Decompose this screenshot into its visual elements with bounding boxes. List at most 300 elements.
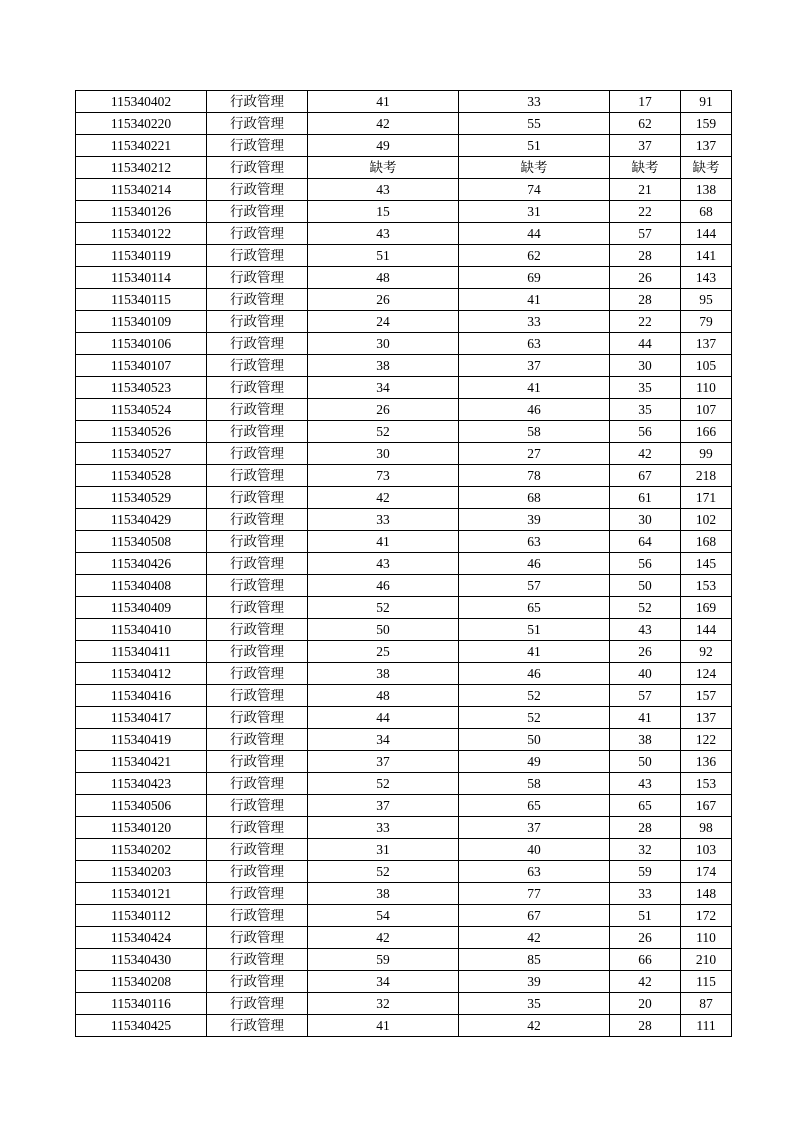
table-cell-total: 171 xyxy=(681,487,732,509)
table-cell-major: 行政管理 xyxy=(207,773,308,795)
table-cell-major: 行政管理 xyxy=(207,201,308,223)
table-cell-id: 115340429 xyxy=(76,509,207,531)
table-cell-total: 105 xyxy=(681,355,732,377)
table-cell-id: 115340508 xyxy=(76,531,207,553)
table-cell-s2: 39 xyxy=(459,509,610,531)
table-cell-s2: 62 xyxy=(459,245,610,267)
table-cell-major: 行政管理 xyxy=(207,509,308,531)
table-cell-s1: 41 xyxy=(308,531,459,553)
table-row xyxy=(76,553,732,575)
table-cell-total: 144 xyxy=(681,619,732,641)
table-row xyxy=(76,861,732,883)
table-cell-major: 行政管理 xyxy=(207,927,308,949)
table-cell-s3: 37 xyxy=(610,135,681,157)
table-cell-s2: 46 xyxy=(459,553,610,575)
table-cell-major: 行政管理 xyxy=(207,91,308,113)
table-cell-major: 行政管理 xyxy=(207,289,308,311)
table-cell-total: 68 xyxy=(681,201,732,223)
table-row xyxy=(76,905,732,927)
table-cell-total: 110 xyxy=(681,377,732,399)
table-cell-s2: 78 xyxy=(459,465,610,487)
table-cell-total: 102 xyxy=(681,509,732,531)
table-cell-s2: 37 xyxy=(459,817,610,839)
table-cell-total: 167 xyxy=(681,795,732,817)
table-cell-s3: 33 xyxy=(610,883,681,905)
table-cell-id: 115340120 xyxy=(76,817,207,839)
table-cell-total: 124 xyxy=(681,663,732,685)
table-cell-id: 115340424 xyxy=(76,927,207,949)
table-cell-s2: 51 xyxy=(459,619,610,641)
table-cell-s2: 50 xyxy=(459,729,610,751)
table-cell-major: 行政管理 xyxy=(207,883,308,905)
table-cell-s2: 68 xyxy=(459,487,610,509)
table-cell-major: 行政管理 xyxy=(207,113,308,135)
table-cell-s2: 74 xyxy=(459,179,610,201)
table-cell-s2: 67 xyxy=(459,905,610,927)
table-cell-s1: 38 xyxy=(308,355,459,377)
table-cell-s2: 41 xyxy=(459,377,610,399)
table-cell-total: 157 xyxy=(681,685,732,707)
table-cell-s1: 24 xyxy=(308,311,459,333)
table-row xyxy=(76,839,732,861)
table-row xyxy=(76,421,732,443)
table-cell-s3: 43 xyxy=(610,619,681,641)
table-cell-id: 115340416 xyxy=(76,685,207,707)
table-cell-s1: 25 xyxy=(308,641,459,663)
table-cell-s1: 51 xyxy=(308,245,459,267)
table-row xyxy=(76,773,732,795)
table-cell-total: 91 xyxy=(681,91,732,113)
table-cell-major: 行政管理 xyxy=(207,861,308,883)
table-cell-total: 87 xyxy=(681,993,732,1015)
table-cell-s3: 38 xyxy=(610,729,681,751)
table-cell-major: 行政管理 xyxy=(207,905,308,927)
table-cell-major: 行政管理 xyxy=(207,751,308,773)
table-cell-total: 107 xyxy=(681,399,732,421)
table-cell-s2: 63 xyxy=(459,861,610,883)
table-cell-id: 115340119 xyxy=(76,245,207,267)
table-cell-major: 行政管理 xyxy=(207,1015,308,1037)
table-cell-s1: 33 xyxy=(308,817,459,839)
table-cell-total: 137 xyxy=(681,333,732,355)
table-cell-major: 行政管理 xyxy=(207,465,308,487)
table-row xyxy=(76,311,732,333)
table-cell-s3: 67 xyxy=(610,465,681,487)
table-cell-id: 115340208 xyxy=(76,971,207,993)
table-cell-s1: 42 xyxy=(308,113,459,135)
table-cell-id: 115340412 xyxy=(76,663,207,685)
table-row xyxy=(76,993,732,1015)
table-cell-s2: 69 xyxy=(459,267,610,289)
table-cell-total: 137 xyxy=(681,707,732,729)
table-cell-s2: 46 xyxy=(459,399,610,421)
table-cell-s2: 33 xyxy=(459,311,610,333)
table-cell-s3: 66 xyxy=(610,949,681,971)
table-cell-s2: 31 xyxy=(459,201,610,223)
table-row xyxy=(76,179,732,201)
table-cell-id: 115340426 xyxy=(76,553,207,575)
table-cell-id: 115340528 xyxy=(76,465,207,487)
table-row xyxy=(76,289,732,311)
table-cell-major: 行政管理 xyxy=(207,971,308,993)
table-cell-id: 115340529 xyxy=(76,487,207,509)
table-cell-total: 210 xyxy=(681,949,732,971)
table-cell-s2: 63 xyxy=(459,333,610,355)
table-cell-s3: 30 xyxy=(610,509,681,531)
table-cell-s1: 42 xyxy=(308,927,459,949)
table-cell-s2: 40 xyxy=(459,839,610,861)
table-cell-id: 115340115 xyxy=(76,289,207,311)
table-cell-s1: 15 xyxy=(308,201,459,223)
table-cell-major: 行政管理 xyxy=(207,223,308,245)
table-cell-major: 行政管理 xyxy=(207,597,308,619)
table-row xyxy=(76,729,732,751)
table-row xyxy=(76,575,732,597)
table-cell-total: 141 xyxy=(681,245,732,267)
table-cell-s2: 44 xyxy=(459,223,610,245)
table-cell-s1: 52 xyxy=(308,861,459,883)
table-row xyxy=(76,91,732,113)
table-cell-s3: 64 xyxy=(610,531,681,553)
table-cell-s1: 30 xyxy=(308,443,459,465)
table-row xyxy=(76,465,732,487)
table-row xyxy=(76,157,732,179)
table-cell-total: 111 xyxy=(681,1015,732,1037)
score-table xyxy=(75,90,732,1037)
table-cell-id: 115340214 xyxy=(76,179,207,201)
table-cell-major: 行政管理 xyxy=(207,333,308,355)
table-cell-s2: 51 xyxy=(459,135,610,157)
table-cell-total: 115 xyxy=(681,971,732,993)
table-cell-s1: 30 xyxy=(308,333,459,355)
table-cell-id: 115340212 xyxy=(76,157,207,179)
table-cell-s2: 35 xyxy=(459,993,610,1015)
table-cell-s1: 31 xyxy=(308,839,459,861)
table-row xyxy=(76,531,732,553)
table-cell-s2: 41 xyxy=(459,289,610,311)
table-cell-id: 115340411 xyxy=(76,641,207,663)
table-cell-id: 115340419 xyxy=(76,729,207,751)
table-cell-total: 95 xyxy=(681,289,732,311)
table-cell-s1: 73 xyxy=(308,465,459,487)
table-cell-major: 行政管理 xyxy=(207,179,308,201)
table-cell-s1: 44 xyxy=(308,707,459,729)
table-cell-total: 153 xyxy=(681,575,732,597)
table-row xyxy=(76,113,732,135)
table-cell-s3: 28 xyxy=(610,289,681,311)
table-cell-id: 115340506 xyxy=(76,795,207,817)
table-row xyxy=(76,707,732,729)
table-cell-total: 98 xyxy=(681,817,732,839)
table-cell-id: 115340527 xyxy=(76,443,207,465)
table-row xyxy=(76,751,732,773)
table-cell-s1: 50 xyxy=(308,619,459,641)
table-cell-id: 115340107 xyxy=(76,355,207,377)
table-cell-total: 缺考 xyxy=(681,157,732,179)
table-cell-s1: 43 xyxy=(308,553,459,575)
table-cell-s1: 52 xyxy=(308,597,459,619)
table-cell-s2: 27 xyxy=(459,443,610,465)
table-cell-major: 行政管理 xyxy=(207,817,308,839)
table-cell-id: 115340402 xyxy=(76,91,207,113)
table-cell-s3: 43 xyxy=(610,773,681,795)
table-cell-s1: 26 xyxy=(308,399,459,421)
score-table-body xyxy=(76,91,732,1037)
table-cell-total: 138 xyxy=(681,179,732,201)
table-cell-id: 115340121 xyxy=(76,883,207,905)
table-cell-id: 115340221 xyxy=(76,135,207,157)
table-cell-id: 115340425 xyxy=(76,1015,207,1037)
table-cell-s3: 51 xyxy=(610,905,681,927)
table-cell-s2: 42 xyxy=(459,927,610,949)
table-row xyxy=(76,223,732,245)
table-row xyxy=(76,377,732,399)
table-cell-s1: 52 xyxy=(308,773,459,795)
table-cell-total: 143 xyxy=(681,267,732,289)
table-row xyxy=(76,619,732,641)
table-cell-s2: 58 xyxy=(459,421,610,443)
table-cell-total: 137 xyxy=(681,135,732,157)
table-cell-total: 168 xyxy=(681,531,732,553)
table-cell-total: 166 xyxy=(681,421,732,443)
table-cell-total: 99 xyxy=(681,443,732,465)
table-cell-id: 115340408 xyxy=(76,575,207,597)
table-cell-id: 115340126 xyxy=(76,201,207,223)
table-cell-total: 218 xyxy=(681,465,732,487)
table-cell-total: 103 xyxy=(681,839,732,861)
table-cell-id: 115340116 xyxy=(76,993,207,1015)
table-cell-s1: 42 xyxy=(308,487,459,509)
table-cell-s2: 77 xyxy=(459,883,610,905)
table-cell-s1: 37 xyxy=(308,795,459,817)
table-cell-major: 行政管理 xyxy=(207,267,308,289)
table-cell-s3: 28 xyxy=(610,245,681,267)
table-cell-s1: 26 xyxy=(308,289,459,311)
table-cell-major: 行政管理 xyxy=(207,135,308,157)
table-row xyxy=(76,135,732,157)
table-cell-id: 115340417 xyxy=(76,707,207,729)
table-cell-s1: 34 xyxy=(308,729,459,751)
table-cell-major: 行政管理 xyxy=(207,949,308,971)
table-cell-s2: 39 xyxy=(459,971,610,993)
table-cell-major: 行政管理 xyxy=(207,311,308,333)
table-cell-s3: 57 xyxy=(610,685,681,707)
table-cell-id: 115340203 xyxy=(76,861,207,883)
table-cell-s1: 46 xyxy=(308,575,459,597)
table-row xyxy=(76,1015,732,1037)
table-cell-s2: 42 xyxy=(459,1015,610,1037)
table-cell-s1: 52 xyxy=(308,421,459,443)
table-cell-s1: 59 xyxy=(308,949,459,971)
table-cell-s3: 26 xyxy=(610,927,681,949)
table-cell-s3: 17 xyxy=(610,91,681,113)
table-row xyxy=(76,817,732,839)
table-cell-s3: 62 xyxy=(610,113,681,135)
table-cell-s1: 38 xyxy=(308,663,459,685)
table-cell-major: 行政管理 xyxy=(207,575,308,597)
table-cell-id: 115340524 xyxy=(76,399,207,421)
table-cell-id: 115340202 xyxy=(76,839,207,861)
table-cell-major: 行政管理 xyxy=(207,355,308,377)
table-row xyxy=(76,355,732,377)
table-cell-total: 153 xyxy=(681,773,732,795)
table-cell-s3: 40 xyxy=(610,663,681,685)
table-cell-s2: 41 xyxy=(459,641,610,663)
table-cell-s1: 48 xyxy=(308,685,459,707)
table-row xyxy=(76,267,732,289)
table-cell-s2: 37 xyxy=(459,355,610,377)
table-row xyxy=(76,333,732,355)
table-cell-s2: 57 xyxy=(459,575,610,597)
table-cell-id: 115340410 xyxy=(76,619,207,641)
table-cell-total: 92 xyxy=(681,641,732,663)
table-cell-id: 115340122 xyxy=(76,223,207,245)
table-cell-s1: 43 xyxy=(308,223,459,245)
table-cell-s2: 33 xyxy=(459,91,610,113)
table-cell-major: 行政管理 xyxy=(207,795,308,817)
table-cell-major: 行政管理 xyxy=(207,443,308,465)
table-cell-id: 115340112 xyxy=(76,905,207,927)
table-cell-major: 行政管理 xyxy=(207,839,308,861)
table-cell-s1: 54 xyxy=(308,905,459,927)
table-cell-major: 行政管理 xyxy=(207,663,308,685)
table-cell-major: 行政管理 xyxy=(207,993,308,1015)
table-cell-total: 148 xyxy=(681,883,732,905)
table-cell-s1: 43 xyxy=(308,179,459,201)
table-cell-s3: 56 xyxy=(610,553,681,575)
table-cell-total: 136 xyxy=(681,751,732,773)
table-cell-major: 行政管理 xyxy=(207,421,308,443)
table-row xyxy=(76,641,732,663)
table-row xyxy=(76,487,732,509)
table-cell-major: 行政管理 xyxy=(207,641,308,663)
table-cell-total: 79 xyxy=(681,311,732,333)
table-cell-total: 110 xyxy=(681,927,732,949)
table-row xyxy=(76,927,732,949)
table-cell-s3: 28 xyxy=(610,817,681,839)
table-cell-s3: 50 xyxy=(610,751,681,773)
table-cell-major: 行政管理 xyxy=(207,685,308,707)
table-cell-s1: 33 xyxy=(308,509,459,531)
table-cell-s3: 30 xyxy=(610,355,681,377)
table-cell-s3: 52 xyxy=(610,597,681,619)
table-cell-id: 115340109 xyxy=(76,311,207,333)
table-row xyxy=(76,685,732,707)
table-cell-s1: 38 xyxy=(308,883,459,905)
table-cell-s1: 41 xyxy=(308,1015,459,1037)
table-row xyxy=(76,795,732,817)
table-row xyxy=(76,883,732,905)
table-cell-s2: 46 xyxy=(459,663,610,685)
table-cell-s3: 20 xyxy=(610,993,681,1015)
table-cell-s2: 55 xyxy=(459,113,610,135)
table-cell-s3: 65 xyxy=(610,795,681,817)
table-cell-major: 行政管理 xyxy=(207,487,308,509)
table-cell-total: 174 xyxy=(681,861,732,883)
table-cell-id: 115340114 xyxy=(76,267,207,289)
table-cell-s3: 42 xyxy=(610,971,681,993)
table-cell-s3: 50 xyxy=(610,575,681,597)
table-cell-total: 169 xyxy=(681,597,732,619)
table-cell-major: 行政管理 xyxy=(207,531,308,553)
table-row xyxy=(76,663,732,685)
table-cell-s3: 22 xyxy=(610,311,681,333)
table-row xyxy=(76,201,732,223)
table-row xyxy=(76,509,732,531)
table-cell-s1: 49 xyxy=(308,135,459,157)
table-cell-id: 115340523 xyxy=(76,377,207,399)
table-cell-s2: 52 xyxy=(459,707,610,729)
table-cell-s3: 59 xyxy=(610,861,681,883)
table-cell-s1: 34 xyxy=(308,971,459,993)
table-cell-id: 115340409 xyxy=(76,597,207,619)
table-cell-s1: 缺考 xyxy=(308,157,459,179)
table-cell-s3: 32 xyxy=(610,839,681,861)
table-cell-id: 115340423 xyxy=(76,773,207,795)
table-row xyxy=(76,597,732,619)
table-cell-s3: 35 xyxy=(610,377,681,399)
table-row xyxy=(76,443,732,465)
table-cell-s2: 65 xyxy=(459,795,610,817)
table-cell-s3: 26 xyxy=(610,267,681,289)
table-cell-id: 115340430 xyxy=(76,949,207,971)
table-cell-id: 115340421 xyxy=(76,751,207,773)
table-cell-s3: 56 xyxy=(610,421,681,443)
table-cell-id: 115340106 xyxy=(76,333,207,355)
table-cell-major: 行政管理 xyxy=(207,377,308,399)
table-cell-total: 145 xyxy=(681,553,732,575)
table-cell-s3: 42 xyxy=(610,443,681,465)
table-row xyxy=(76,949,732,971)
table-cell-s3: 35 xyxy=(610,399,681,421)
table-cell-s3: 41 xyxy=(610,707,681,729)
table-cell-major: 行政管理 xyxy=(207,729,308,751)
table-cell-s2: 49 xyxy=(459,751,610,773)
table-cell-s3: 57 xyxy=(610,223,681,245)
table-cell-s2: 58 xyxy=(459,773,610,795)
table-cell-s3: 61 xyxy=(610,487,681,509)
table-cell-total: 172 xyxy=(681,905,732,927)
table-cell-s3: 28 xyxy=(610,1015,681,1037)
table-cell-total: 122 xyxy=(681,729,732,751)
table-cell-s2: 85 xyxy=(459,949,610,971)
table-cell-s1: 34 xyxy=(308,377,459,399)
table-cell-s3: 26 xyxy=(610,641,681,663)
table-cell-s2: 缺考 xyxy=(459,157,610,179)
table-row xyxy=(76,245,732,267)
table-cell-major: 行政管理 xyxy=(207,245,308,267)
table-cell-s1: 32 xyxy=(308,993,459,1015)
table-cell-s3: 44 xyxy=(610,333,681,355)
table-cell-id: 115340526 xyxy=(76,421,207,443)
table-cell-s1: 48 xyxy=(308,267,459,289)
table-cell-id: 115340220 xyxy=(76,113,207,135)
table-cell-major: 行政管理 xyxy=(207,157,308,179)
table-cell-major: 行政管理 xyxy=(207,619,308,641)
table-cell-s3: 22 xyxy=(610,201,681,223)
table-cell-s2: 63 xyxy=(459,531,610,553)
table-cell-total: 159 xyxy=(681,113,732,135)
table-cell-s3: 21 xyxy=(610,179,681,201)
table-cell-major: 行政管理 xyxy=(207,553,308,575)
table-cell-major: 行政管理 xyxy=(207,399,308,421)
table-row xyxy=(76,399,732,421)
table-cell-s2: 52 xyxy=(459,685,610,707)
table-row xyxy=(76,971,732,993)
table-cell-s2: 65 xyxy=(459,597,610,619)
table-cell-s1: 37 xyxy=(308,751,459,773)
table-cell-s3: 缺考 xyxy=(610,157,681,179)
